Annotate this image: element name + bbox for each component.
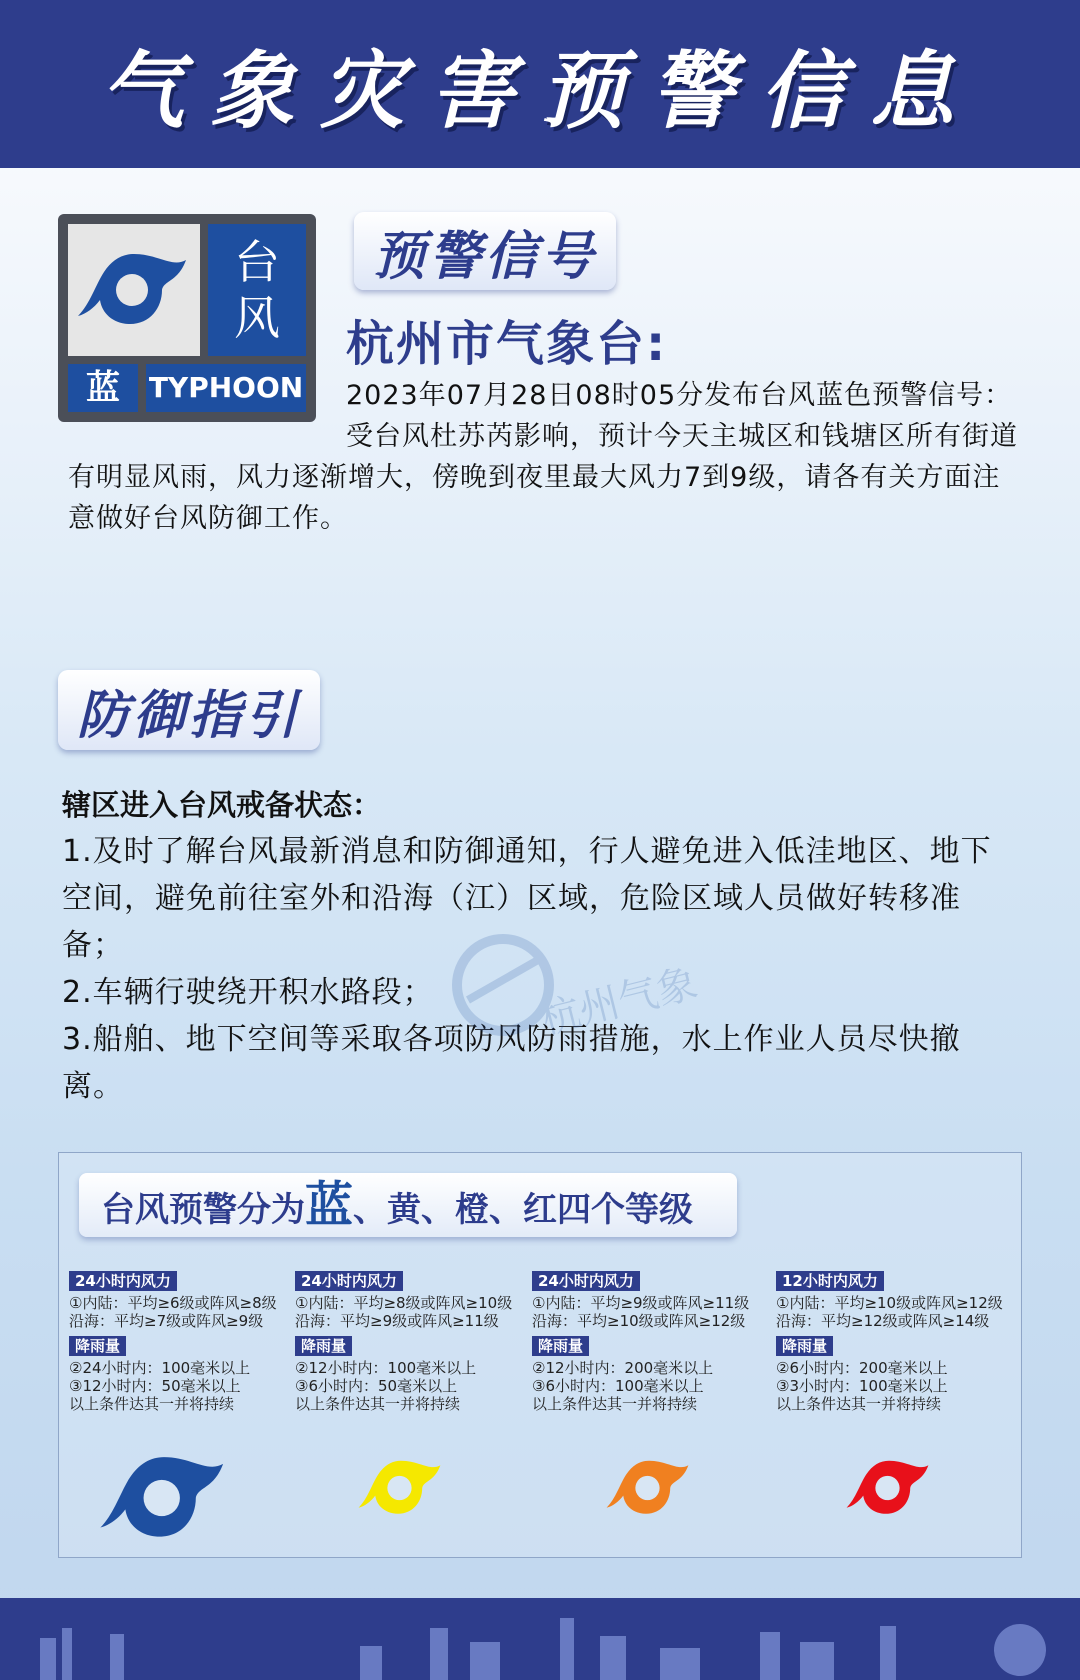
rain-criteria-2: ③12小时内：50毫米以上 xyxy=(69,1377,241,1395)
signal-name xyxy=(208,224,306,356)
city-skyline-footer xyxy=(0,1598,1080,1680)
wind-chip: 24小时内风力 xyxy=(295,1271,403,1291)
condition-note: 以上条件达其一并将持续 xyxy=(295,1395,461,1413)
typhoon-level-icon xyxy=(351,1438,451,1538)
watermark xyxy=(448,930,748,1050)
warning-levels-panel xyxy=(58,1152,1022,1558)
signal-english: TYPHOON xyxy=(146,364,306,412)
levels-title-prefix: 台风预警分为 xyxy=(101,1190,305,1230)
warning-level-column xyxy=(69,1271,309,1413)
warning-notice-text: 2023年07月28日08时05分发布台风蓝色预警信号：受台风杜苏芮影响，预计今天主城区和钱塘区所有街道有明显风雨，风力逐渐增大，傍晚到夜里最大风力7到9级，请各有关方面注意做好台风防御工作。 xyxy=(68,380,1018,534)
guide-item: 1.及时了解台风最新消息和防御通知，行人避免进入低洼地区、地下空间，避免前往室外和沿海（江）区域，危险区域人员做好转移准备； xyxy=(62,834,992,963)
inland-criteria: ①内陆：平均≥10级或阵风≥12级 xyxy=(776,1294,1003,1312)
rain-criteria-1: ②6小时内：200毫米以上 xyxy=(776,1359,948,1377)
rain-chip: 降雨量 xyxy=(69,1336,126,1356)
defense-guide-tag: 防御指引 xyxy=(58,670,320,750)
coast-criteria: 沿海：平均≥12级或阵风≥14级 xyxy=(776,1312,990,1330)
rain-criteria-2: ③6小时内：50毫米以上 xyxy=(295,1377,458,1395)
typhoon-level-icon xyxy=(599,1438,699,1538)
coast-criteria: 沿海：平均≥10级或阵风≥12级 xyxy=(532,1312,746,1330)
typhoon-level-icon xyxy=(839,1438,939,1538)
levels-title xyxy=(79,1173,737,1237)
rain-criteria-1: ②24小时内：100毫米以上 xyxy=(69,1359,251,1377)
header-banner xyxy=(0,0,1080,168)
warning-level-column xyxy=(295,1271,535,1413)
wind-chip: 24小时内风力 xyxy=(69,1271,177,1291)
warning-level-column xyxy=(776,1271,1016,1413)
guide-title: 辖区进入台风戒备状态： xyxy=(62,788,382,822)
levels-title-suffix: 、黄、橙、红四个等级 xyxy=(353,1190,694,1230)
condition-note: 以上条件达其一并将持续 xyxy=(776,1395,942,1413)
inland-criteria: ①内陆：平均≥8级或阵风≥10级 xyxy=(295,1294,513,1312)
typhoon-symbol-icon xyxy=(68,224,200,356)
warning-notice xyxy=(68,375,1028,539)
rain-chip: 降雨量 xyxy=(295,1336,352,1356)
condition-note: 以上条件达其一并将持续 xyxy=(69,1395,235,1413)
rain-criteria-1: ②12小时内：100毫米以上 xyxy=(295,1359,477,1377)
guide-item: 2.车辆行驶绕开积水路段； xyxy=(62,975,434,1010)
rain-chip: 降雨量 xyxy=(532,1336,589,1356)
wind-chip: 12小时内风力 xyxy=(776,1271,884,1291)
rain-criteria-2: ③6小时内：100毫米以上 xyxy=(532,1377,704,1395)
signal-level: 蓝 xyxy=(68,364,138,412)
warning-signal-tag: 预警信号 xyxy=(354,212,616,290)
coast-criteria: 沿海：平均≥7级或阵风≥9级 xyxy=(69,1312,264,1330)
typhoon-level-icon xyxy=(89,1423,239,1573)
guide-item: 3.船舶、地下空间等采取各项防风防雨措施，水上作业人员尽快撤离。 xyxy=(62,1022,961,1104)
coast-criteria: 沿海：平均≥9级或阵风≥11级 xyxy=(295,1312,499,1330)
wind-chip: 24小时内风力 xyxy=(532,1271,640,1291)
signal-name-line1: 台 xyxy=(234,235,280,289)
levels-title-highlight: 蓝 xyxy=(305,1177,354,1233)
inland-criteria: ①内陆：平均≥9级或阵风≥11级 xyxy=(532,1294,750,1312)
rain-chip: 降雨量 xyxy=(776,1336,833,1356)
signal-name-line2: 风 xyxy=(234,291,280,345)
warning-level-column xyxy=(532,1271,772,1413)
condition-note: 以上条件达其一并将持续 xyxy=(532,1395,698,1413)
page-title: 气象灾害预警信息 xyxy=(99,41,980,140)
inland-criteria: ①内陆：平均≥6级或阵风≥8级 xyxy=(69,1294,277,1312)
rain-criteria-2: ③3小时内：100毫米以上 xyxy=(776,1377,948,1395)
issuer-name: 杭州市气象台: xyxy=(346,316,668,372)
watermark-text: 杭州气象 xyxy=(535,960,703,1044)
rain-criteria-1: ②12小时内：200毫米以上 xyxy=(532,1359,714,1377)
